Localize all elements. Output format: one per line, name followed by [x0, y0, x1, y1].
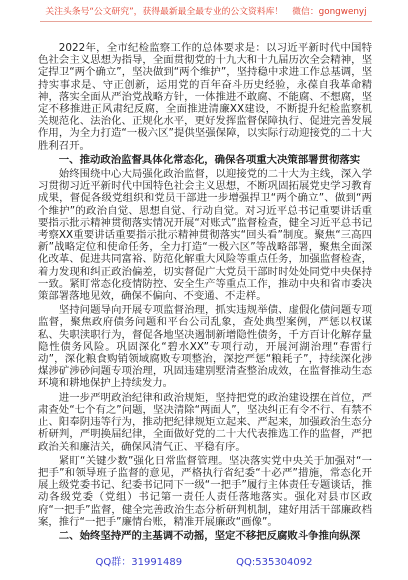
intro-paragraph: 2022年，全市纪检监察工作的总体要求是：以习近平新时代中国特色社会主义思想为指导，全面贯彻党的十九大和十九届历次全会精神，坚定捍卫“两个确立”，坚决做到“两个维护”，坚持稳中求进工作总基调，坚持实事求是、守正创新，运用党的百年奋斗历史经验，永葆自我革命精神，落实全面从严治党战略方针，一体推进不敢腐、不能腐、不想腐，坚定不移推进正风肃纪反腐，全面推进清廉XX建设，不断提升纪检监察机关规范化、法治化、正规化水平，更好发挥监督保障执行、促进完善发展作用，为全力打造“一极六区”提供坚强保障，以实际行动迎接党的二十大胜利召开。 [38, 42, 372, 152]
section-1-paragraph-1: 始终围绕中心大局强化政治监督，以迎接党的二十大为主线，深入学习贯彻习近平新时代中国特色社会主义思想，不断巩固拓展党史学习教育成果，督促各级党组织和党员干部进一步增强捍卫“两个确立”、做到“两个维护”的政治自觉、思想自觉、行动自觉。对习近平总书记重要讲话重要指示批示精神贯彻落实情况开展“对账式”监督检查，健全习近平总书记考察XX重要讲话重要指示批示精神贯彻落实“回头看”制度。聚焦“三高四新”战略定位和使命任务，全力打造“一极六区”等战略部署，聚焦全面深化改革、促进共同富裕、防范化解重大风险等重点任务，加强监督检查，着力发现和纠正政治偏差，切实督促广大党员干部时时处处同党中央保持一致。紧盯常态化疫情防控、安全生产等重点工作，推动中央和省市委决策部署落地见效，确保不偏向、不变通、不走样。 [38, 168, 372, 303]
qq-group-number: QQ群：31991489 [95, 557, 183, 568]
qq-number: QQ:535304092 [236, 557, 313, 568]
document-body [38, 42, 372, 544]
section-1-paragraph-4: 紧盯“关键少数”强化日常监督管理。坚决落实党中央关于加强对“一把手”和领导班子监督的意见，严格执行省纪委“十必严”措施，常态化开展上级党委书记、纪委书记同下一级“一把手”履行主体责任专题谈话，推动各级党委（党组）书记第一责任人责任落地落实。强化对县市区政府“一把手”监督，健全完善政治生态分析研判机制，建好用活干部廉政档案，推行“一把手”廉情台账，精准开展廉政“画像”。 [38, 454, 372, 528]
section-1-paragraph-2: 坚持问题导向开展专项监督治理，抓实违规举债、虚假化债问题专项监督，聚焦政府债务问题和平台公司乱象，查处典型案例，严惩以权谋私、失职渎职行为，督促各地坚决遏制新增隐性债务，千方百计化解存量隐性债务风险。巩固深化“碧水XX”专项行动，开展河湖治理“春雷行动”，深化粮食购销领域腐败专项整治，深挖严惩“粮耗子”，持续深化涉煤涉矿涉砂问题专项治理，巩固违建别墅清查整治成效，在监督推动生态环境和耕地保护上持续发力。 [38, 304, 372, 390]
promo-banner [40, 4, 372, 22]
section-1-paragraph-3: 进一步严明政治纪律和政治规矩，坚持把党的政治建设摆在首位，严肃查处“七个有之”问题，坚决清除“两面人”，坚决纠正有令不行、有禁不止、阳奉阴违等行为，推动把纪律规矩立起来、严起来，加强政治生态分析研判，严明换届纪律，全面做好党的二十大代表推选工作的监督，严把政治关和廉洁关，确保风清气正、平稳有序。 [38, 391, 372, 453]
contact-footer [0, 556, 408, 570]
section-heading-1: 一、推动政治监督具体化常态化，确保各项重大决策部署贯彻落实 [58, 153, 361, 166]
wechat-id: 微信：gongwenyj [292, 7, 367, 17]
section-heading-2: 二、始终坚持严的主基调不动摇，坚定不移把反腐败斗争推向纵深 [58, 529, 361, 542]
promo-banner-text: 关注头条号“公文研究”，获得最新最全最专业的公文资料库！ [45, 7, 284, 17]
